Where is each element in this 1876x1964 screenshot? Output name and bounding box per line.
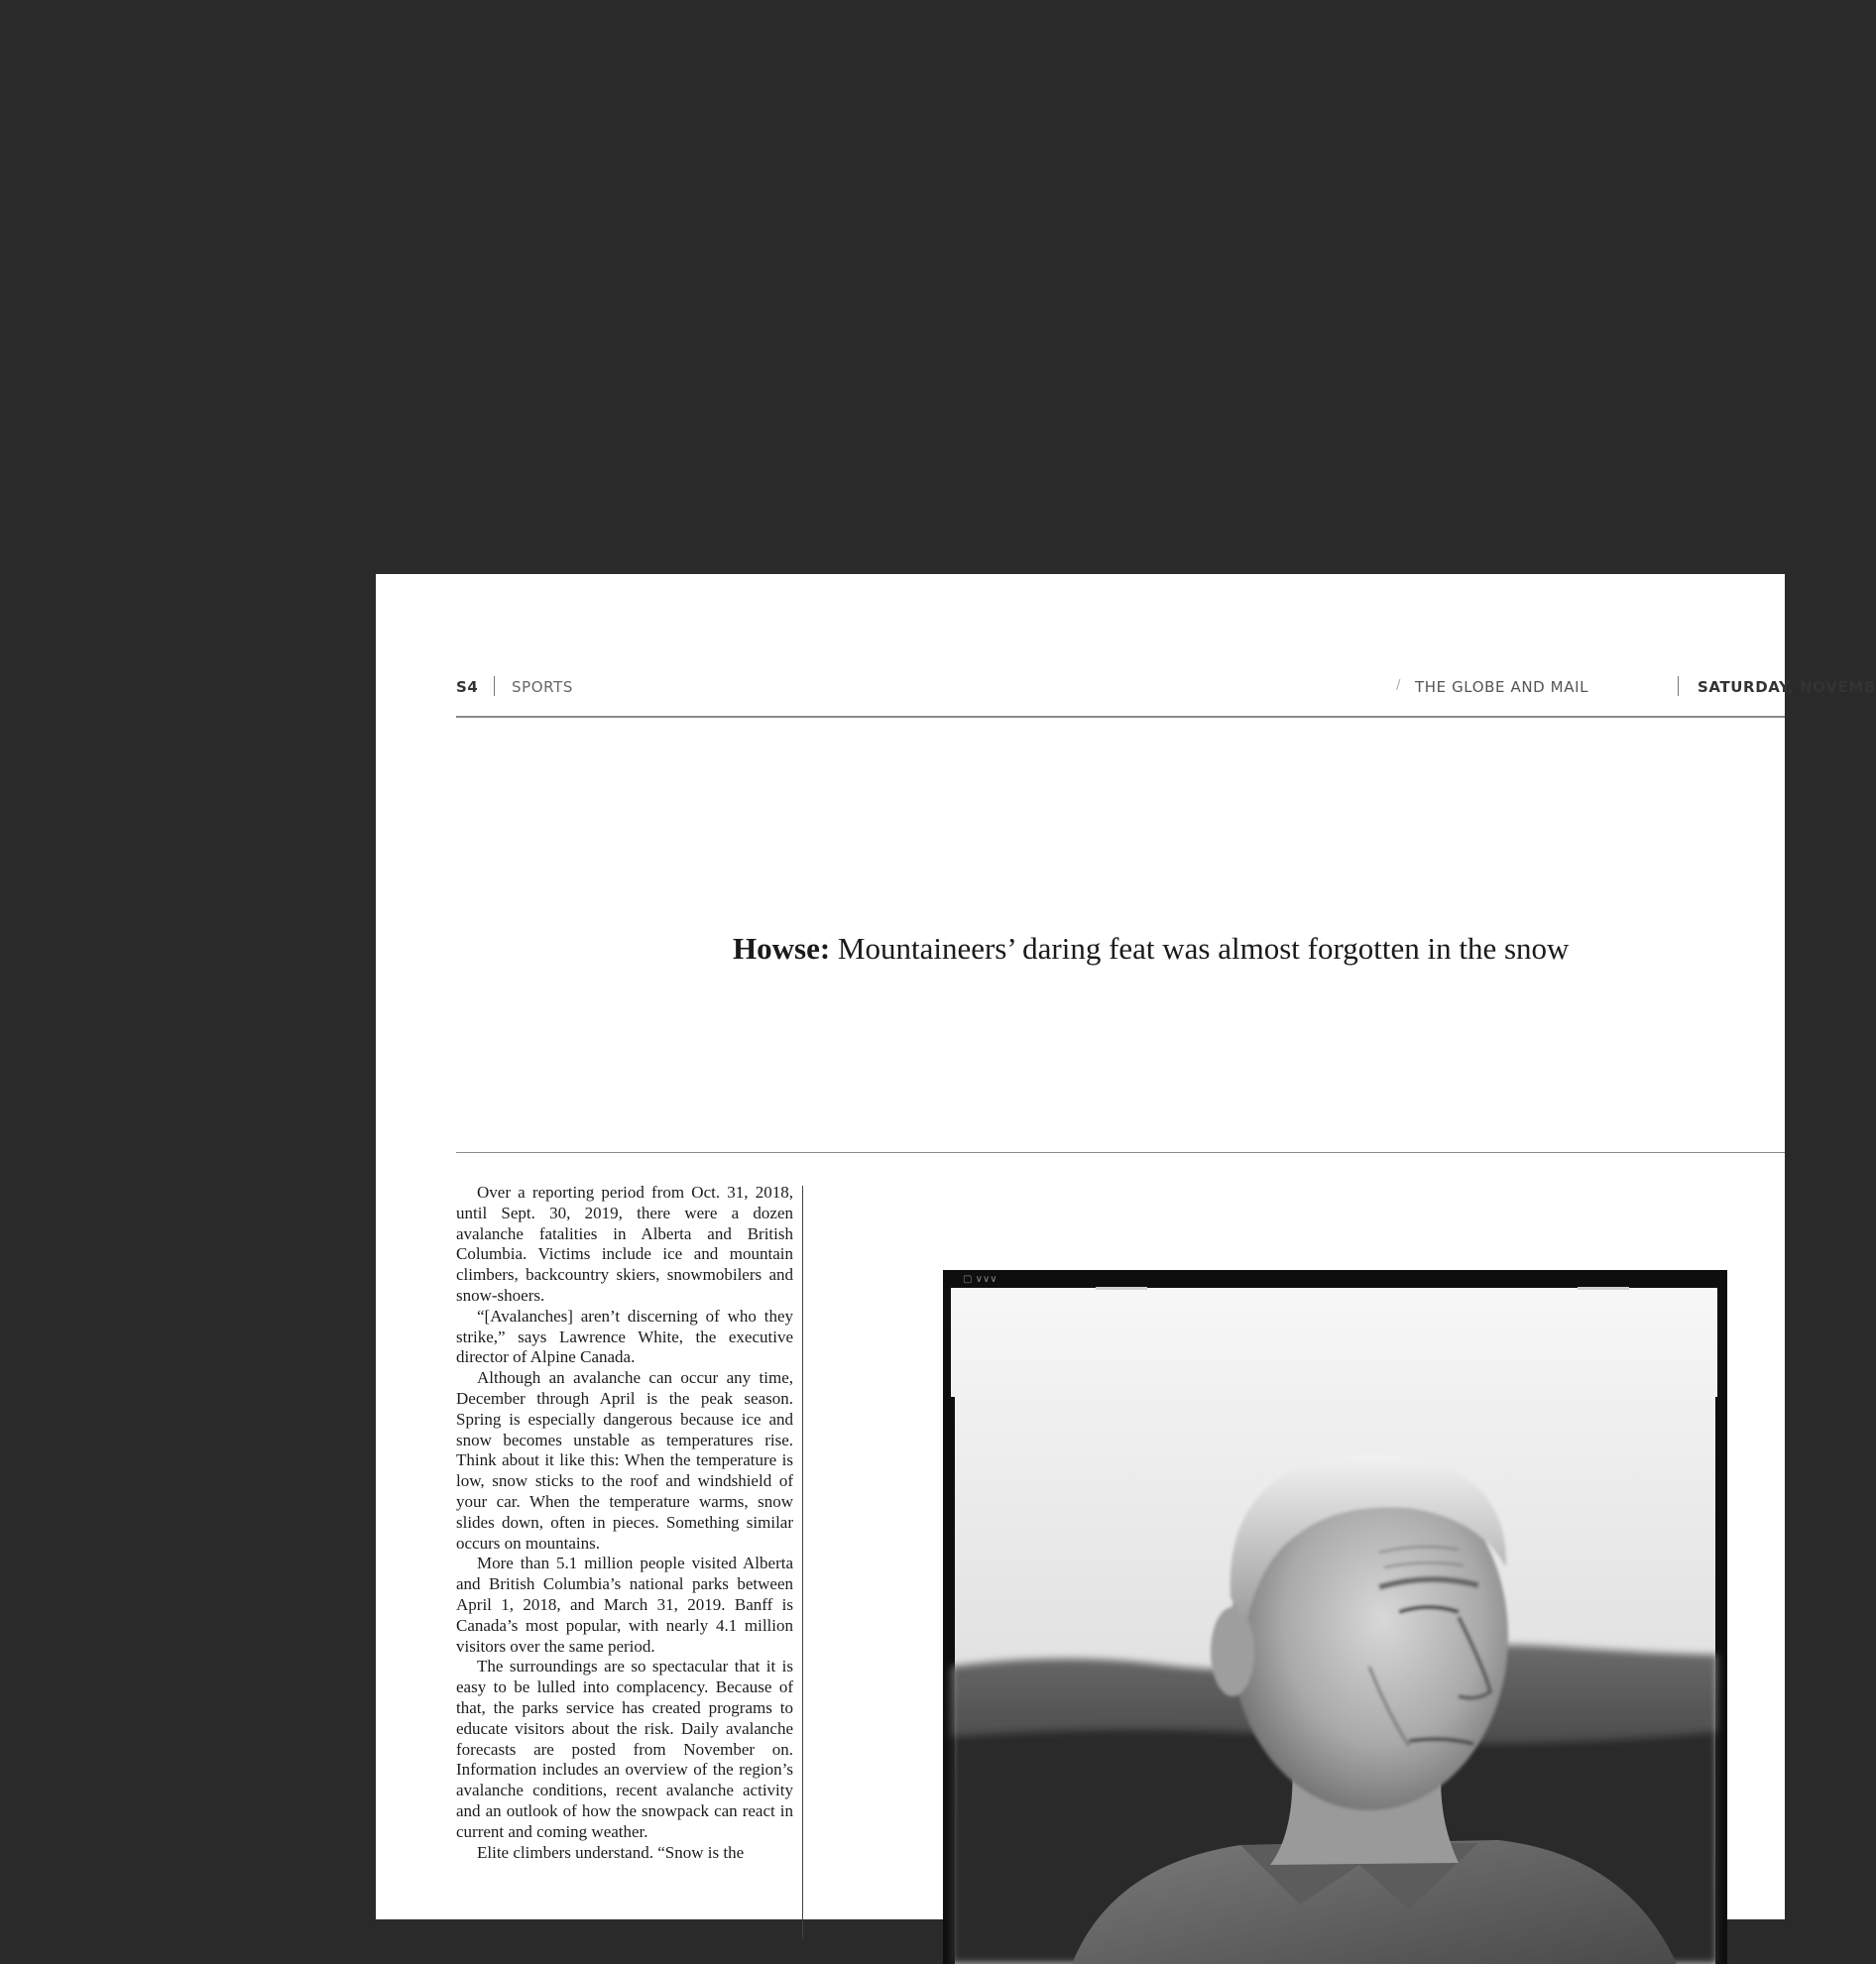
- section-name: SPORTS: [512, 678, 573, 696]
- portrait-photo: [943, 1270, 1727, 1964]
- folio-slash: /: [1396, 678, 1401, 693]
- column-rule: [802, 1186, 803, 1939]
- headline-kicker: Howse:: [733, 931, 831, 966]
- article-paragraph: Elite climbers understand. “Snow is the: [477, 1842, 745, 1862]
- headline: [733, 931, 1569, 967]
- folio-divider: [1678, 676, 1679, 696]
- folio-divider: [494, 676, 495, 696]
- top-rule: [456, 716, 1785, 718]
- article-paragraph: Although an avalanche can occur any time, December through April is the peak season. Spring is especially dangerous because ice and snow becomes unstable as temperatures rise. Think about it like this: When the temperature is low, snow sticks to the roof and windshield of your car. When the temperature warms, snow slides down, often in pieces. Something similar occurs on mountains.: [456, 1368, 793, 1553]
- page-number: S4: [456, 678, 479, 696]
- portrait-image: [943, 1270, 1727, 1964]
- newspaper-page: [376, 574, 1876, 1919]
- article-paragraph: More than 5.1 million people visited Alberta and British Columbia’s national parks between April 1, 2018, and March 31, 2019. Banff is Canada’s most popular, with nearly 4.1 million visitors over the same period.: [456, 1554, 793, 1656]
- headline-rule: [456, 1152, 1785, 1153]
- article-paragraph: “[Avalanches] aren’t discerning of who they strike,” says Lawrence White, the executive director of Alpine Canada.: [456, 1306, 793, 1367]
- article-paragraph: Over a reporting period from Oct. 31, 2018, until Sept. 30, 2019, there were a dozen avalanche fatalities in Alberta and British Columbia. Victims include ice and mountain climbers, backcountry skiers, snowmobilers and snow-shoers.: [456, 1183, 793, 1305]
- article-paragraph: The surroundings are so spectacular that it is easy to be lulled into complacency. Because of that, the parks service has created programs to educate visitors about the risk. Daily avalanche forecasts are posted from November on. Information includes an overview of the region’s avalanche conditions, recent avalanche activity and an outlook of how the snowpack can react in current and coming weather.: [456, 1657, 793, 1841]
- headline-text: Mountaineers’ daring feat was almost forgotten in the snow: [830, 931, 1570, 966]
- page-folio: [456, 678, 1876, 698]
- newspaper-name: THE GLOBE AND MAIL: [1415, 678, 1589, 696]
- issue-date: SATURDAY, NOVEMB: [1698, 678, 1876, 696]
- svg-text:▢ ∨∨∨: ▢ ∨∨∨: [963, 1274, 997, 1285]
- article-column: [456, 1183, 793, 1863]
